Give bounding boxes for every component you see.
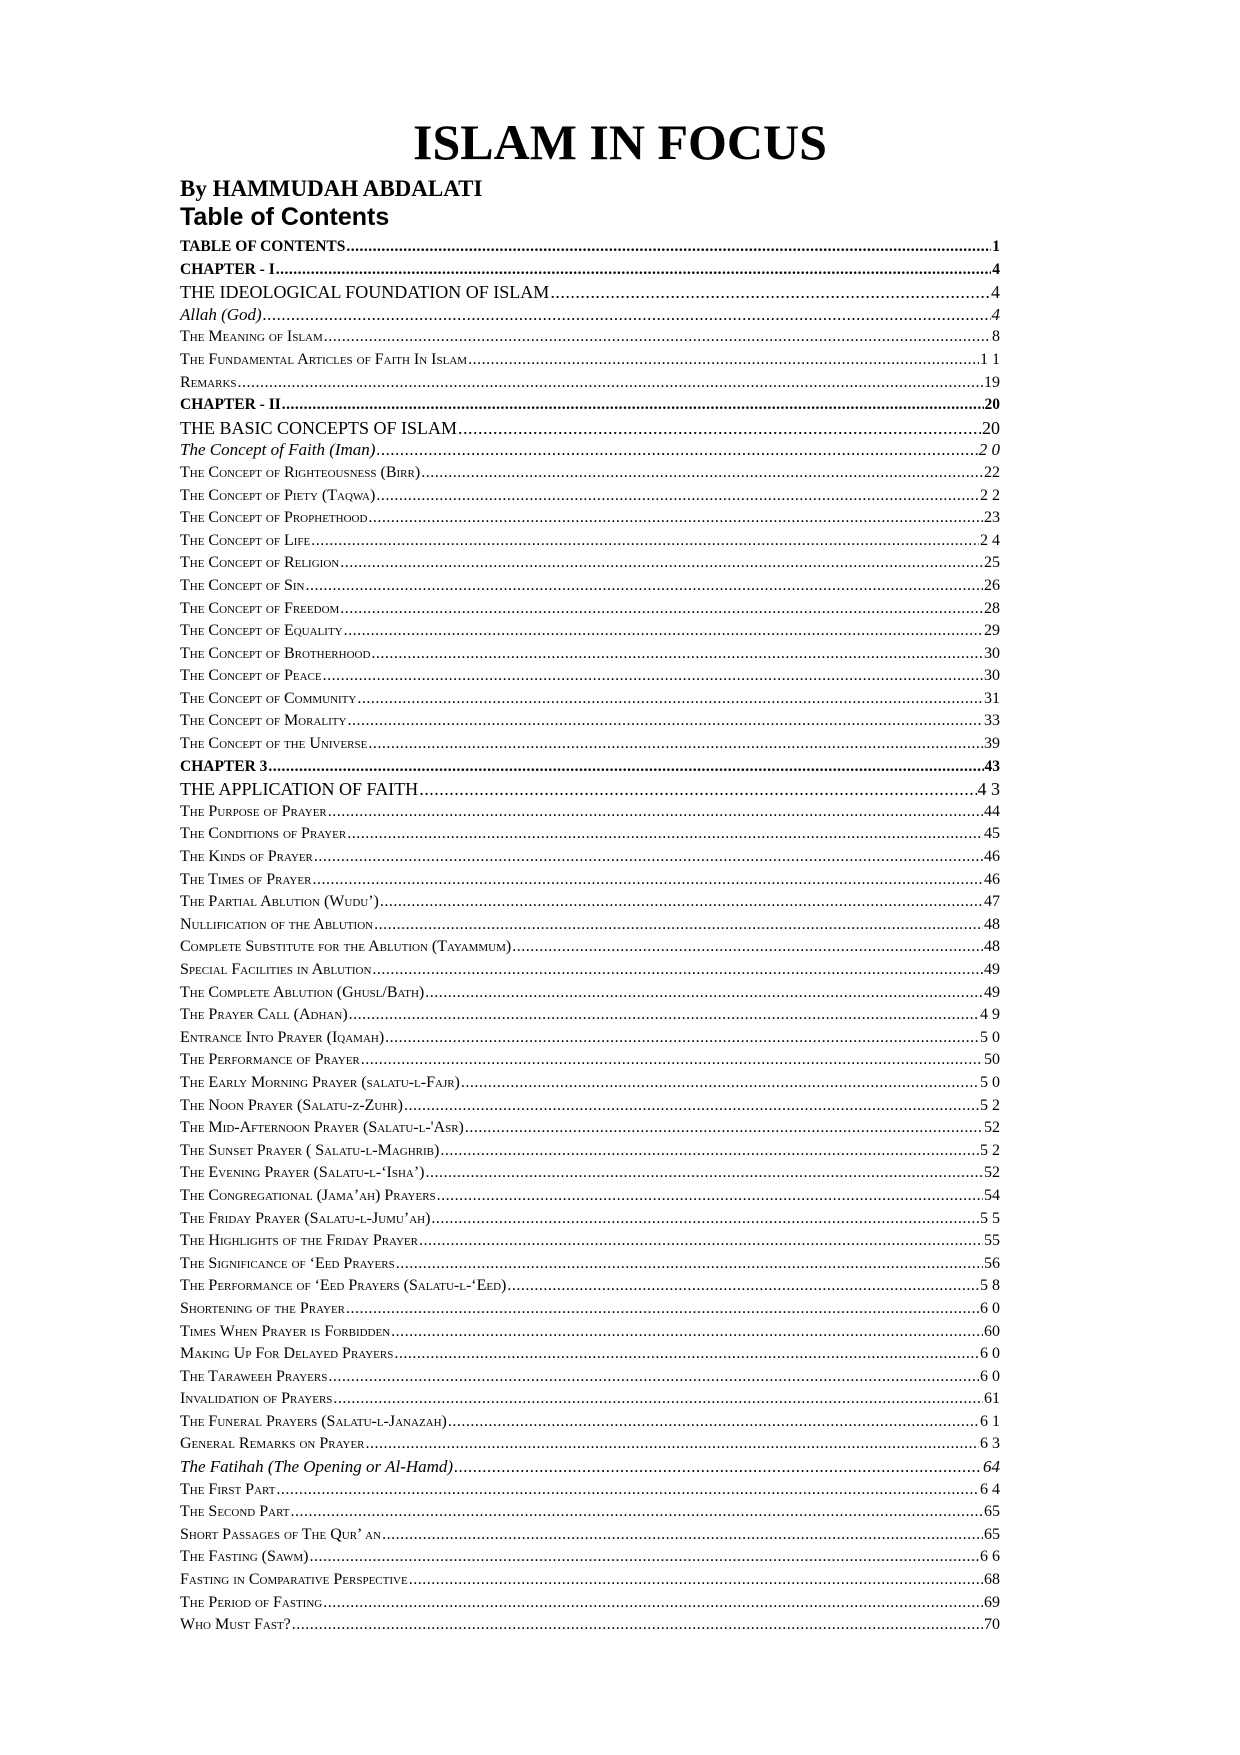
- toc-leader-dots: [290, 1501, 983, 1524]
- toc-leader-dots: [340, 552, 983, 575]
- toc-entry-label: The Concept of Righteousness (Birr): [180, 463, 421, 481]
- toc-leader-dots: [448, 1411, 979, 1434]
- toc-entry[interactable]: [180, 372, 1000, 395]
- toc-leader-dots: [380, 891, 983, 914]
- toc-entry[interactable]: [180, 710, 1000, 733]
- toc-entry-label: Fasting in Comparative Perspective: [180, 1571, 408, 1589]
- toc-entry[interactable]: [180, 914, 1000, 937]
- toc-entry-page: 65: [984, 1503, 1000, 1521]
- toc-entry[interactable]: [180, 1411, 1000, 1434]
- toc-entry-page: 68: [984, 1571, 1000, 1589]
- toc-entry-label: Who Must Fast?: [180, 1616, 291, 1634]
- toc-entry[interactable]: [180, 1366, 1000, 1389]
- toc-entry[interactable]: [180, 869, 1000, 892]
- toc-entry-page: 46: [984, 848, 1000, 866]
- toc-entry[interactable]: [180, 1072, 1000, 1095]
- toc-entry-label: TABLE OF CONTENTS: [180, 238, 346, 255]
- toc-entry[interactable]: [180, 959, 1000, 982]
- toc-entry[interactable]: [180, 846, 1000, 869]
- toc-entry-page: 4: [991, 304, 1000, 324]
- toc-entry-page: 33: [984, 712, 1000, 730]
- toc-entry-label: The Congregational (Jama’ah) Prayers: [180, 1186, 436, 1204]
- toc-entry[interactable]: [180, 439, 1000, 462]
- toc-leader-dots: [391, 1321, 983, 1344]
- toc-entry-page: 70: [984, 1616, 1000, 1634]
- toc-entry-page: 6 1: [980, 1412, 1000, 1430]
- toc-entry[interactable]: [180, 936, 1000, 959]
- toc-entry-page: 6 4: [980, 1480, 1000, 1498]
- toc-leader-dots: [324, 326, 991, 349]
- toc-leader-dots: [550, 281, 990, 304]
- toc-entry[interactable]: [180, 1253, 1000, 1276]
- toc-entry-label: The Purpose of Prayer: [180, 802, 327, 820]
- toc-entry[interactable]: [180, 530, 1000, 553]
- toc-entry[interactable]: [180, 236, 1000, 259]
- toc-entry-page: 23: [984, 509, 1000, 527]
- toc-entry-page: 69: [984, 1593, 1000, 1611]
- toc-entry-label: The Friday Prayer (Salatu-l-Jumu’ah): [180, 1209, 431, 1227]
- toc-entry[interactable]: [180, 1388, 1000, 1411]
- toc-entry-label: Special Facilities in Ablution: [180, 961, 372, 978]
- toc-entry-page: 65: [984, 1525, 1000, 1543]
- toc-leader-dots: [376, 439, 977, 462]
- toc-entry-page: 45: [984, 825, 1000, 843]
- toc-entry-page: 31: [984, 689, 1000, 707]
- toc-entry-label: The Complete Ablution (Ghusl/Bath): [180, 983, 425, 1001]
- toc-entry-page: 61: [984, 1390, 1000, 1408]
- toc-leader-dots: [328, 801, 983, 824]
- toc-entry-label: Invalidation of Prayers: [180, 1390, 333, 1408]
- toc-entry-label: Short Passages of The Qur’ an: [180, 1525, 382, 1543]
- toc-leader-dots: [468, 349, 979, 372]
- toc-entry-label: The Highlights of the Friday Prayer: [180, 1232, 418, 1250]
- toc-entry[interactable]: [180, 1298, 1000, 1321]
- toc-leader-dots: [368, 507, 983, 530]
- toc-entry-label: Times When Prayer is Forbidden: [180, 1322, 391, 1340]
- toc-entry-page: 8: [992, 328, 1000, 346]
- toc-entry[interactable]: [180, 1524, 1000, 1547]
- toc-leader-dots: [323, 1592, 983, 1615]
- toc-entry-label: The Funeral Prayers (Salatu-l-Janazah): [180, 1412, 447, 1430]
- toc-entry[interactable]: [180, 1569, 1000, 1592]
- toc-entry-page: 39: [984, 735, 1000, 753]
- toc-leader-dots: [309, 1546, 979, 1569]
- toc-leader-dots: [404, 1095, 979, 1118]
- toc-entry-label: CHAPTER - I: [180, 260, 275, 278]
- toc-entry-page: 54: [984, 1186, 1000, 1204]
- toc-entry[interactable]: [180, 1027, 1000, 1050]
- toc-leader-dots: [238, 372, 983, 395]
- toc-entry[interactable]: [180, 1208, 1000, 1231]
- toc-leader-dots: [282, 394, 984, 417]
- toc-entry-label: The Concept of Brotherhood: [180, 644, 371, 662]
- toc-leader-dots: [263, 304, 991, 327]
- toc-leader-dots: [305, 575, 983, 598]
- toc-leader-dots: [347, 710, 983, 733]
- toc-entry-label: The Conditions of Prayer: [180, 825, 347, 843]
- toc-entry-page: 30: [984, 644, 1000, 662]
- toc-entry-label: Entrance Into Prayer (Iqamah): [180, 1028, 385, 1046]
- toc-entry[interactable]: [180, 304, 1000, 327]
- toc-entry-label: Shortening of the Prayer: [180, 1299, 346, 1317]
- toc-entry-label: The Performance of Prayer: [180, 1051, 360, 1069]
- toc-leader-dots: [394, 1343, 979, 1366]
- toc-entry-label: The Noon Prayer (Salatu-z-Zuhr): [180, 1096, 403, 1114]
- toc-entry[interactable]: [180, 1095, 1000, 1118]
- toc-entry-page: 55: [984, 1232, 1000, 1250]
- toc-entry-page: 29: [984, 622, 1000, 640]
- toc-leader-dots: [454, 1456, 982, 1479]
- toc-leader-dots: [425, 982, 983, 1005]
- toc-entry-page: 6 0: [980, 1367, 1000, 1385]
- toc-entry-label: Remarks: [180, 373, 237, 391]
- toc-leader-dots: [333, 1388, 983, 1411]
- toc-entry[interactable]: [180, 733, 1000, 756]
- toc-entry[interactable]: [180, 575, 1000, 598]
- toc-entry-label: Complete Substitute for the Ablution (Tayammum): [180, 938, 512, 956]
- toc-entry[interactable]: [180, 891, 1000, 914]
- toc-entry-label: The Second Part: [180, 1503, 290, 1521]
- toc-leader-dots: [371, 643, 983, 666]
- toc-entry[interactable]: [180, 281, 1000, 304]
- toc-leader-dots: [368, 733, 983, 756]
- toc-entry-label: The Concept of Peace: [180, 667, 322, 685]
- toc-entry-page: 26: [984, 576, 1000, 594]
- toc-entry-page: 22: [984, 463, 1000, 481]
- toc-leader-dots: [419, 1230, 983, 1253]
- toc-entry-page: 52: [984, 1164, 1000, 1182]
- document-title: ISLAM IN FOCUS: [413, 114, 827, 170]
- toc-entry-page: 52: [984, 1119, 1000, 1137]
- toc-entry-page: 25: [984, 554, 1000, 572]
- toc-entry-label: General Remarks on Prayer: [180, 1435, 365, 1453]
- toc-leader-dots: [357, 688, 983, 711]
- toc-entry-label: The Concept of the Universe: [180, 735, 368, 753]
- toc-entry-page: 44: [984, 802, 1000, 820]
- toc-entry[interactable]: [180, 823, 1000, 846]
- toc-entry-label: The Period of Fasting: [180, 1593, 323, 1611]
- toc-entry-label: The Times of Prayer: [180, 870, 312, 888]
- toc-entry-page: 48: [984, 915, 1000, 933]
- toc-entry[interactable]: [180, 688, 1000, 711]
- toc-entry-page: 4: [992, 260, 1000, 278]
- toc-leader-dots: [376, 485, 979, 508]
- toc-entry-page: 5 2: [980, 1096, 1000, 1114]
- toc-leader-dots: [344, 620, 983, 643]
- toc-entry-label: The Fasting (Sawm): [180, 1548, 309, 1566]
- toc-entry-page: 47: [984, 893, 1000, 911]
- toc-leader-dots: [437, 1185, 983, 1208]
- toc-entry-label: The Sunset Prayer ( Salatu-l-Maghrib): [180, 1141, 440, 1159]
- toc-entry-label: The Meaning of Islam: [180, 328, 323, 346]
- toc-entry-label: THE APPLICATION OF FAITH: [180, 779, 419, 800]
- toc-entry-label: The Kinds of Prayer: [180, 848, 313, 866]
- toc-entry-page: 50: [984, 1051, 1000, 1069]
- toc-entry[interactable]: [180, 1117, 1000, 1140]
- toc-entry-page: 49: [984, 983, 1000, 1001]
- toc-entry-page: 1 1: [980, 350, 1000, 368]
- toc-entry-label: The Concept of Equality: [180, 622, 343, 640]
- toc-entry[interactable]: [180, 643, 1000, 666]
- toc-leader-dots: [372, 959, 983, 982]
- toc-entry-label: The Prayer Call (Adhan): [180, 1006, 348, 1024]
- toc-entry-page: 5 8: [980, 1277, 1000, 1295]
- toc-entry[interactable]: [180, 756, 1000, 779]
- toc-entry-label: The Evening Prayer (Salatu-l-‘Isha’): [180, 1164, 425, 1182]
- toc-leader-dots: [458, 417, 981, 440]
- toc-entry-page: 1: [992, 238, 1000, 255]
- toc-entry-label: THE BASIC CONCEPTS OF ISLAM: [180, 417, 458, 438]
- toc-entry[interactable]: [180, 1140, 1000, 1163]
- author-line: By HAMMUDAH ABDALATI: [180, 176, 483, 201]
- toc-entry-page: 56: [984, 1254, 1000, 1272]
- toc-entry[interactable]: [180, 1275, 1000, 1298]
- toc-entry-label: The Fundamental Articles of Faith In Islam: [180, 350, 468, 368]
- toc-entry-page: 19: [984, 373, 1000, 391]
- toc-entry[interactable]: [180, 1162, 1000, 1185]
- toc-entry[interactable]: [180, 1321, 1000, 1344]
- toc-entry[interactable]: [180, 620, 1000, 643]
- toc-entry-label: Nullification of the Ablution: [180, 915, 374, 933]
- toc-entry[interactable]: [180, 507, 1000, 530]
- toc-entry[interactable]: [180, 259, 1000, 282]
- toc-leader-dots: [461, 1072, 979, 1095]
- toc-leader-dots: [385, 1027, 979, 1050]
- toc-entry-page: 5 2: [980, 1141, 1000, 1159]
- toc-entry[interactable]: [180, 1049, 1000, 1072]
- toc-entry-page: 6 0: [980, 1299, 1000, 1317]
- toc-leader-dots: [347, 823, 983, 846]
- toc-leader-dots: [323, 665, 983, 688]
- toc-entry-label: The Concept of Community: [180, 689, 357, 707]
- toc-leader-dots: [340, 598, 983, 621]
- toc-entry-page: 64: [983, 1457, 1000, 1477]
- toc-entry-page: 5 0: [980, 1028, 1000, 1046]
- toc-leader-dots: [431, 1208, 979, 1231]
- toc-leader-dots: [421, 462, 983, 485]
- toc-entry[interactable]: [180, 552, 1000, 575]
- toc-entry-label: The Concept of Morality: [180, 712, 347, 730]
- toc-leader-dots: [292, 1614, 983, 1637]
- toc-entry[interactable]: [180, 1230, 1000, 1253]
- toc-entry[interactable]: [180, 417, 1000, 440]
- toc-entry-label: The Partial Ablution (Wudu’): [180, 893, 379, 911]
- toc-entry-page: 5 0: [980, 1073, 1000, 1091]
- toc-entry[interactable]: [180, 462, 1000, 485]
- toc-leader-dots: [409, 1569, 983, 1592]
- toc-entry-label: CHAPTER - II: [180, 396, 281, 414]
- toc-entry-label: The Significance of ‘Eed Prayers: [180, 1254, 395, 1272]
- toc-entry-label: The Performance of ‘Eed Prayers (Salatu-l-‘Eed): [180, 1277, 507, 1295]
- toc-leader-dots: [512, 936, 983, 959]
- toc-heading: Table of Contents: [180, 203, 390, 231]
- toc-entry-label: Making Up For Delayed Prayers: [180, 1345, 394, 1363]
- toc-leader-dots: [382, 1524, 983, 1547]
- toc-entry-page: 4 3: [977, 779, 1000, 800]
- toc-leader-dots: [346, 236, 991, 259]
- toc-entry[interactable]: [180, 1004, 1000, 1027]
- toc-entry[interactable]: [180, 1479, 1000, 1502]
- toc-entry[interactable]: [180, 1546, 1000, 1569]
- toc-entry-label: The Fatihah (The Opening or Al-Hamd): [180, 1457, 454, 1477]
- toc-entry-page: 4 9: [980, 1006, 1000, 1024]
- toc-leader-dots: [349, 1004, 979, 1027]
- toc-entry-page: 20: [984, 396, 1000, 414]
- toc-entry-page: 2 0: [978, 440, 1000, 460]
- toc-entry-page: 2 4: [980, 531, 1000, 549]
- toc-entry-page: 6 6: [980, 1548, 1000, 1566]
- toc-leader-dots: [314, 846, 983, 869]
- toc-entry-label: THE IDEOLOGICAL FOUNDATION OF ISLAM: [180, 282, 550, 303]
- toc-leader-dots: [276, 259, 992, 282]
- toc-entry-page: 46: [984, 870, 1000, 888]
- toc-entry-page: 2 2: [980, 486, 1000, 504]
- toc-entry-page: 6 3: [980, 1435, 1000, 1453]
- toc-entry[interactable]: [180, 326, 1000, 349]
- toc-leader-dots: [311, 530, 979, 553]
- toc-entry-page: 48: [984, 938, 1000, 956]
- toc-entry[interactable]: [180, 598, 1000, 621]
- toc-entry[interactable]: [180, 982, 1000, 1005]
- toc-entry[interactable]: [180, 665, 1000, 688]
- toc-entry-label: The Concept of Religion: [180, 554, 340, 572]
- toc-leader-dots: [419, 778, 976, 801]
- toc-entry-label: The Mid-Afternoon Prayer (Salatu-l-'Asr): [180, 1119, 464, 1137]
- toc-entry[interactable]: [180, 801, 1000, 824]
- toc-entry-page: 20: [982, 417, 1000, 438]
- toc-entry-page: 30: [984, 667, 1000, 685]
- toc-leader-dots: [328, 1366, 979, 1389]
- toc-entry-label: The Early Morning Prayer (salatu-l-Fajr): [180, 1073, 460, 1091]
- toc-entry-page: 49: [984, 961, 1000, 978]
- toc-entry-page: 28: [984, 599, 1000, 617]
- toc-entry-page: 5 5: [980, 1209, 1000, 1227]
- toc-entry-label: CHAPTER 3: [180, 757, 268, 775]
- toc-entry[interactable]: [180, 349, 1000, 372]
- toc-leader-dots: [268, 756, 983, 779]
- toc-list: [180, 236, 1000, 1637]
- toc-entry[interactable]: [180, 778, 1000, 801]
- toc-entry-label: The Concept of Faith (Iman): [180, 440, 376, 460]
- toc-leader-dots: [374, 914, 983, 937]
- toc-entry-label: The First Part: [180, 1480, 276, 1498]
- toc-leader-dots: [465, 1117, 983, 1140]
- toc-entry-label: The Concept of Prophethood: [180, 509, 368, 527]
- toc-entry[interactable]: [180, 1433, 1000, 1456]
- toc-entry-label: The Concept of Life: [180, 531, 311, 549]
- toc-entry[interactable]: [180, 1592, 1000, 1615]
- toc-entry-label: The Concept of Piety (Taqwa): [180, 486, 376, 504]
- toc-entry[interactable]: [180, 485, 1000, 508]
- toc-leader-dots: [361, 1049, 983, 1072]
- toc-entry-label: The Concept of Sin: [180, 576, 305, 594]
- toc-entry[interactable]: [180, 1456, 1000, 1479]
- toc-entry-label: Allah (God): [180, 304, 262, 324]
- toc-entry-page: 60: [984, 1322, 1000, 1340]
- toc-leader-dots: [396, 1253, 983, 1276]
- toc-entry-page: 4: [991, 282, 1000, 303]
- toc-entry-page: 43: [984, 757, 1000, 775]
- toc-entry[interactable]: [180, 1185, 1000, 1208]
- toc-leader-dots: [276, 1479, 979, 1502]
- toc-leader-dots: [507, 1275, 979, 1298]
- toc-entry-label: The Taraweeh Prayers: [180, 1367, 328, 1385]
- toc-leader-dots: [440, 1140, 979, 1163]
- toc-leader-dots: [426, 1162, 983, 1185]
- toc-entry-label: The Concept of Freedom: [180, 599, 340, 617]
- toc-leader-dots: [312, 869, 983, 892]
- toc-leader-dots: [346, 1298, 979, 1321]
- toc-entry[interactable]: [180, 1501, 1000, 1524]
- toc-entry[interactable]: [180, 394, 1000, 417]
- toc-leader-dots: [366, 1433, 979, 1456]
- toc-entry[interactable]: [180, 1343, 1000, 1366]
- toc-entry[interactable]: [180, 1614, 1000, 1637]
- toc-entry-page: 6 0: [980, 1345, 1000, 1363]
